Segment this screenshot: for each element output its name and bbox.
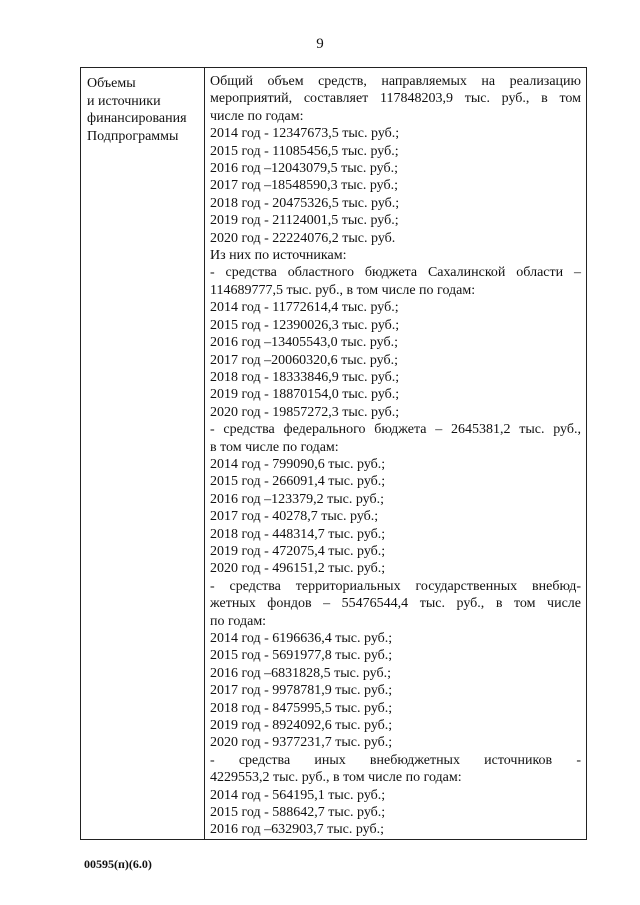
content-line: 2016 год –13405543,0 тыс. руб.; [210, 335, 398, 351]
content-line: 2018 год - 20475326,5 тыс. руб.; [210, 195, 400, 211]
label-line: Объемы [87, 76, 136, 91]
content-line: числе по годам: [210, 108, 304, 124]
content-line: 2019 год - 18870154,0 тыс. руб.; [210, 387, 400, 403]
label-line: финансирования [87, 111, 187, 126]
content-line: 2020 год - 496151,2 тыс. руб.; [210, 561, 386, 577]
financing-table [80, 67, 587, 840]
document-code: 00595(п)(6.0) [84, 857, 152, 871]
content-line: 2015 год - 5691977,8 тыс. руб.; [210, 648, 393, 664]
content-line: 2019 год - 8924092,6 тыс. руб.; [210, 718, 393, 734]
content-line: 2017 год - 40278,7 тыс. руб.; [210, 509, 379, 525]
content-line: - средства территориальных государственных внебюд- [210, 578, 581, 594]
content-line: 2015 год - 266091,4 тыс. руб.; [210, 474, 386, 490]
content-line: - средства областного бюджета Сахалинской области – [210, 265, 581, 281]
content-line: 2014 год - 11772614,4 тыс. руб.; [210, 300, 399, 316]
label-line: и источники [87, 93, 161, 109]
label-line: Подпрограммы [87, 128, 179, 144]
content-line: Из них по источникам: [210, 248, 347, 264]
content-line: жетных фондов – 55476544,4 тыс. руб., в том числе [210, 596, 581, 612]
content-line: 2015 год - 12390026,3 тыс. руб.; [210, 317, 400, 333]
content-line: мероприятий, составляет 117848203,9 тыс. руб., в том [210, 91, 581, 107]
page-number: 9 [316, 36, 324, 52]
content-line: 2016 год –632903,7 тыс. руб.; [210, 822, 384, 838]
table-content-cell [205, 68, 586, 839]
content-line: 2018 год - 18333846,9 тыс. руб.; [210, 369, 400, 385]
content-line: 2015 год - 588642,7 тыс. руб.; [210, 805, 386, 821]
content-line: 2016 год –123379,2 тыс. руб.; [210, 491, 384, 507]
content-line: 2019 год - 472075,4 тыс. руб.; [210, 543, 386, 559]
content-line: Общий объем средств, направляемых на реализацию [210, 74, 581, 89]
content-line: 2018 год - 8475995,5 тыс. руб.; [210, 700, 393, 716]
content-line: 2016 год –12043079,5 тыс. руб.; [210, 161, 398, 177]
content-line: - средства иных внебюджетных источников - [210, 752, 581, 768]
content-line: 2014 год - 799090,6 тыс. руб.; [210, 456, 386, 472]
content-line: 2014 год - 12347673,5 тыс. руб.; [210, 126, 400, 142]
content-line: 2017 год - 9978781,9 тыс. руб.; [210, 683, 393, 699]
content-line: 4229553,2 тыс. руб., в том числе по годам: [210, 770, 462, 786]
content-line: по годам: [210, 613, 267, 629]
content-line: 2020 год - 19857272,3 тыс. руб.; [210, 404, 400, 420]
content-line: 2014 год - 6196636,4 тыс. руб.; [210, 631, 393, 646]
content-line: 2017 год –18548590,3 тыс. руб.; [210, 178, 398, 194]
content-line: - средства федерального бюджета – 2645381,2 тыс. руб., [210, 422, 581, 438]
content-line: 2018 год - 448314,7 тыс. руб.; [210, 526, 386, 542]
content-line: 2016 год –6831828,5 тыс. руб.; [210, 665, 391, 681]
table-label-cell [81, 68, 205, 839]
content-line: 2017 год –20060320,6 тыс. руб.; [210, 352, 398, 368]
content-line: в том числе по годам: [210, 439, 339, 455]
content-line: 2020 год - 22224076,2 тыс. руб. [210, 230, 396, 246]
content-line: 114689777,5 тыс. руб., в том числе по годам: [210, 282, 476, 298]
content-line: 2019 год - 21124001,5 тыс. руб.; [210, 213, 399, 229]
content-line: 2020 год - 9377231,7 тыс. руб.; [210, 735, 393, 751]
content-line: 2014 год - 564195,1 тыс. руб.; [210, 787, 386, 803]
content-line: 2015 год - 11085456,5 тыс. руб.; [210, 143, 399, 159]
